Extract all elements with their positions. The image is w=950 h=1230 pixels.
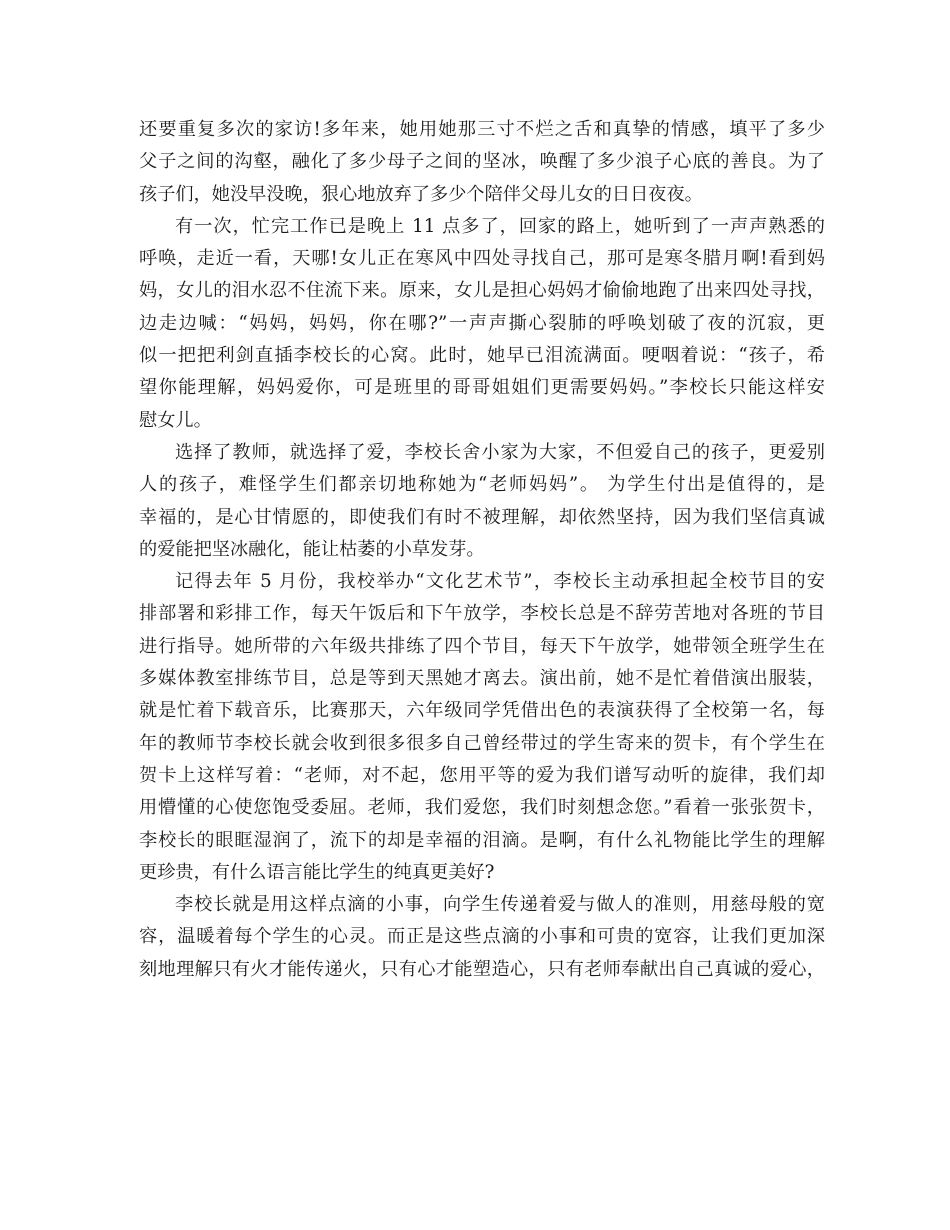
text-line: 李校长就是用这样点滴的小事，向学生传递着爱与做人的准则，用慈母般的宽 [175,894,825,916]
text-line: 人的孩子，难怪学生们都亲切地称她为“老师妈妈”。 为学生付出是值得的，是 [139,474,825,496]
paragraph [139,437,825,566]
text-line: 刻地理解只有火才能传递火，只有心才能塑造心，只有老师奉献出自己真诚的爱心， [139,958,825,980]
text-line: 望你能理解，妈妈爱你，可是班里的哥哥姐姐们更需要妈妈。”李校长只能这样安 [139,377,825,399]
paragraph [139,211,825,437]
document-body [139,114,825,986]
text-line: 孩子们，她没早没晚，狠心地放弃了多少个陪伴父母儿女的日日夜夜。 [139,183,703,205]
text-line: 容，温暖着每个学生的心灵。而正是这些点滴的小事和可贵的宽容，让我们更加深 [139,926,825,948]
paragraph [139,114,825,211]
text-line: 呼唤，走近一看，天哪!女儿正在寒风中四处寻找自己，那可是寒冬腊月啊!看到妈 [139,248,825,270]
text-line: 进行指导。她所带的六年级共排练了四个节目，每天下午放学，她带领全班学生在 [139,635,825,657]
text-line: 多媒体教室排练节目，总是等到天黑她才离去。演出前，她不是忙着借演出服装， [139,668,825,690]
text-line: 边走边喊：“妈妈，妈妈，你在哪?”一声声撕心裂肺的呼唤划破了夜的沉寂，更 [139,312,825,334]
text-line: 李校长的眼眶湿润了，流下的却是幸福的泪滴。是啊，有什么礼物能比学生的理解 [139,829,825,851]
text-line: 还要重复多次的家访!多年来，她用她那三寸不烂之舌和真挚的情感，填平了多少 [139,119,825,140]
text-line: 有一次，忙完工作已是晚上 11 点多了，回家的路上，她听到了一声声熟悉的 [175,215,825,237]
text-line: 慰女儿。 [139,409,212,431]
text-line: 就是忙着下载音乐，比赛那天，六年级同学凭借出色的表演获得了全校第一名，每 [139,700,825,722]
text-line: 的爱能把坚冰融化，能让枯萎的小草发芽。 [139,538,485,560]
text-line: 记得去年 5 月份，我校举办“文化艺术节”，李校长主动承担起全校节目的安 [175,571,825,593]
text-line: 用懵懂的心使您饱受委屈。老师，我们爱您，我们时刻想念您。”看着一张张贺卡， [139,797,825,819]
paragraph [139,566,825,889]
text-line: 选择了教师，就选择了爱，李校长舍小家为大家，不但爱自己的孩子，更爱别 [175,441,825,463]
text-line: 贺卡上这样写着：“老师，对不起，您用平等的爱为我们谱写动听的旋律，我们却 [139,764,825,786]
text-line: 年的教师节李校长就会收到很多很多自己曾经带过的学生寄来的贺卡，有个学生在 [139,732,825,754]
text-line: 更珍贵，有什么语言能比学生的纯真更美好? [139,861,495,883]
text-line: 幸福的，是心甘情愿的，即使我们有时不被理解，却依然坚持，因为我们坚信真诚 [139,506,825,528]
text-line: 排部署和彩排工作，每天午饭后和下午放学，李校长总是不辞劳苦地对各班的节目 [139,603,825,625]
text-line: 父子之间的沟壑，融化了多少母子之间的坚冰，唤醒了多少浪子心底的善良。为了 [139,151,825,173]
text-line: 似一把把利剑直插李校长的心窝。此时，她早已泪流满面。哽咽着说：“孩子，希 [139,345,825,367]
paragraph [139,889,825,986]
text-line: 妈，女儿的泪水忍不住流下来。原来，女儿是担心妈妈才偷偷地跑了出来四处寻找， [139,280,825,302]
